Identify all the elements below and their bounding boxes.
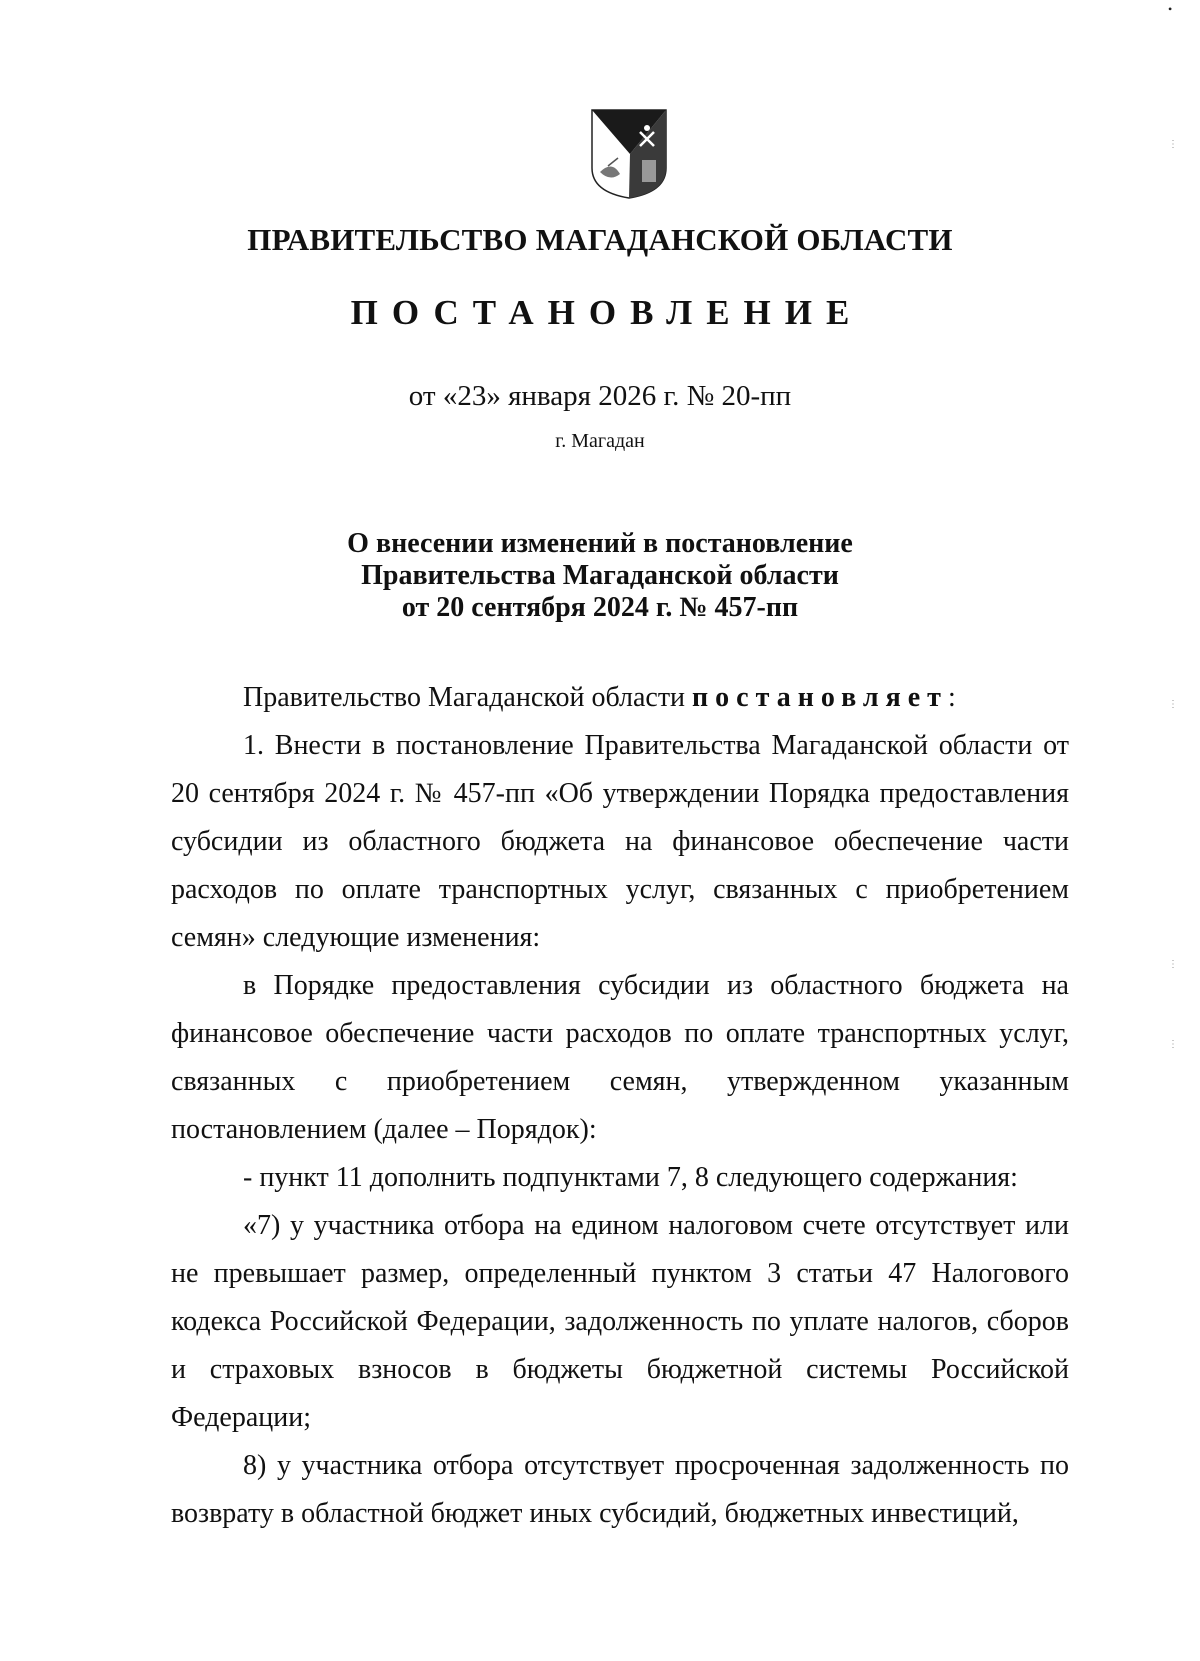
coat-of-arms-icon [590, 108, 668, 200]
enacting-clause [171, 674, 1069, 722]
subject-line: О внесении изменений в постановление [347, 528, 853, 559]
paragraph: 1. Внести в постановление Правительства Магаданской области от 20 сентября 2024 г. № 457-пп «Об утверждении Порядка предоставления субсидии из областного бюджета на финансовое обеспечение части расходов по оплате транспортных услуг, связанных с приобретением семян» следующие изменения: [171, 730, 1069, 953]
subject-line: Правительства Магаданской области [361, 560, 839, 591]
document-city: г. Магадан [555, 430, 645, 452]
government-title: ПРАВИТЕЛЬСТВО МАГАДАНСКОЙ ОБЛАСТИ [247, 222, 953, 257]
scan-artifact: ⋮ [1168, 959, 1178, 970]
document-date-number: от «23» января 2026 г. № 20-пп [408, 380, 792, 412]
paragraph: - пункт 11 дополнить подпунктами 7, 8 следующего содержания: [243, 1162, 1018, 1193]
enacting-suffix: : [947, 682, 956, 713]
scan-artifact: ⋮ [1168, 139, 1178, 150]
subject-line: от 20 сентября 2024 г. № 457-пп [401, 592, 799, 623]
scan-artifact: ⋮ [1168, 699, 1178, 710]
document-body [171, 674, 1069, 1538]
document-type: ПОСТАНОВЛЕНИЕ [350, 293, 864, 332]
scan-artifact: ⋮ [1168, 1039, 1178, 1050]
scan-artifact: • [1168, 2, 1173, 16]
paragraph: «7) у участника отбора на едином налоговом счете отсутствует или не превышает размер, определенный пунктом 3 статьи 47 Налогового кодекса Российской Федерации, задолженность по уплате налогов, сборов и страховых взносов в бюджеты бюджетной системы Российской Федерации; [171, 1210, 1069, 1433]
paragraph: 8) у участника отбора отсутствует просроченная задолженность по возврату в областной бюджет иных субсидий, бюджетных инвестиций, [171, 1450, 1069, 1529]
enacting-prefix: Правительство Магаданской области [243, 682, 686, 713]
enacting-keyword: постановляет [692, 682, 948, 713]
document-subject [0, 528, 1200, 624]
paragraph: в Порядке предоставления субсидии из областного бюджета на финансовое обеспечение части расходов по оплате транспортных услуг, связанных с приобретением семян, утвержденном указанным постановлением (далее – Порядок): [171, 970, 1069, 1145]
